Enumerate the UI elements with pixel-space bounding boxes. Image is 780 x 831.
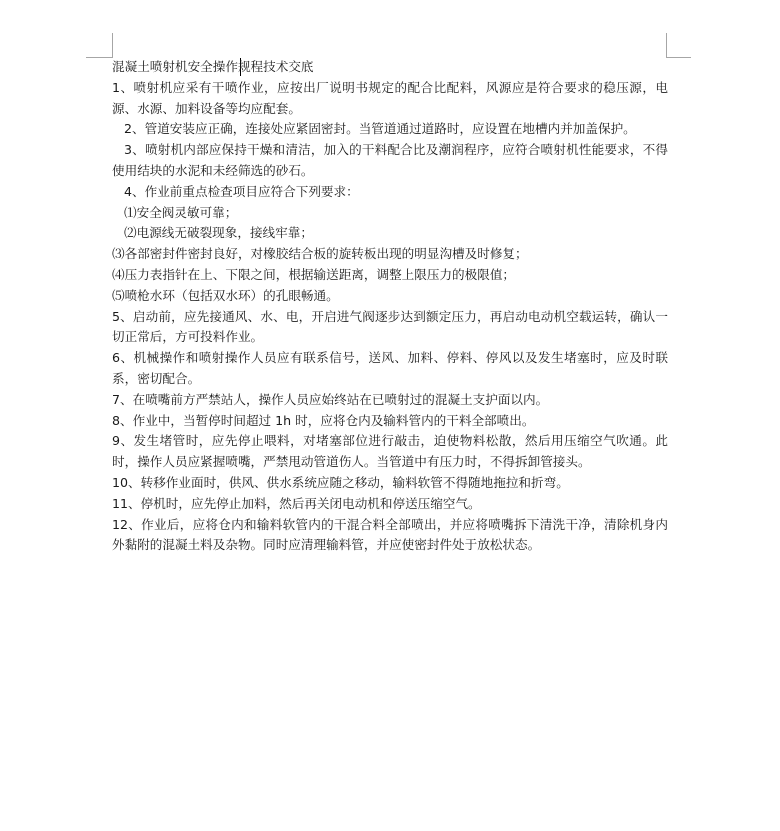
paragraph-5: 5、启动前，应先接通风、水、电，开启进气阀逐步达到额定压力，再启动电动机空载运转，确认一切正常后，方可投料作业。: [112, 308, 668, 345]
paragraph-7: 7、在喷嘴前方严禁站人，操作人员应始终站在已喷射过的混凝土支护面以内。: [112, 391, 549, 407]
paragraph-4: 4、作业前重点检查项目应符合下列要求：: [124, 183, 359, 199]
paragraph-1: 1、喷射机应采有干喷作业，应按出厂说明书规定的配合比配料，风源应是符合要求的稳压源，电源、水源、加料设备等均应配套。: [112, 79, 668, 116]
list-item-4: ⑷压力表指针在上、下限之间，根据输送距离，调整上限压力的极限值；: [112, 266, 515, 282]
paragraph-3: 3、喷射机内部应保持干燥和清洁，加入的干料配合比及潮润程序，应符合喷射机性能要求，不得使用结块的水泥和未经筛选的砂石。: [112, 142, 668, 178]
paragraph-2: 2、管道安装应正确，连接处应紧固密封。当管道通过道路时，应设置在地槽内并加盖保护。: [124, 121, 636, 137]
list-item-3: ⑶各部密封件密封良好，对橡胶结合板的旋转板出现的明显沟槽及时修复；: [112, 246, 528, 262]
list-item-1: ⑴安全阀灵敏可靠；: [124, 204, 238, 220]
paragraph-11: 11、停机时，应先停止加料，然后再关闭电动机和停送压缩空气。: [112, 495, 481, 511]
document-body[interactable]: [112, 57, 668, 556]
margin-corner-top-left: [86, 33, 113, 58]
document-title: 混凝土喷射机安全操作规程技术交底: [112, 59, 314, 74]
paragraph-8: 8、作业中，当暂停时间超过 1h 时，应将仓内及输料管内的干料全部喷出。: [112, 412, 535, 428]
paragraph-9: 9、发生堵管时，应先停止喂料，对堵塞部位进行敲击，迫使物料松散，然后用压缩空气吹通。此时，操作人员应紧握喷嘴，严禁甩动管道伤人。当管道中有压力时，不得拆卸管接头。: [112, 433, 668, 470]
paragraph-10: 10、转移作业面时，供风、供水系统应随之移动，输料软管不得随地拖拉和折弯。: [112, 474, 569, 490]
paragraph-12: 12、作业后，应将仓内和输料软管内的干混合料全部喷出，并应将喷嘴拆下清洗干净，清除机身内外黏附的混凝土料及杂物。同时应清理输料管，并应使密封件处于放松状态。: [112, 516, 668, 553]
list-item-2: ⑵电源线无破裂现象，接线牢靠；: [124, 225, 313, 241]
paragraph-6: 6、机械操作和喷射操作人员应有联系信号，送风、加料、停料、停风以及发生堵塞时，应及时联系，密切配合。: [112, 350, 668, 386]
list-item-5: ⑸喷枪水环（包括双水环）的孔眼畅通。: [112, 287, 339, 303]
margin-corner-top-right: [666, 33, 691, 58]
